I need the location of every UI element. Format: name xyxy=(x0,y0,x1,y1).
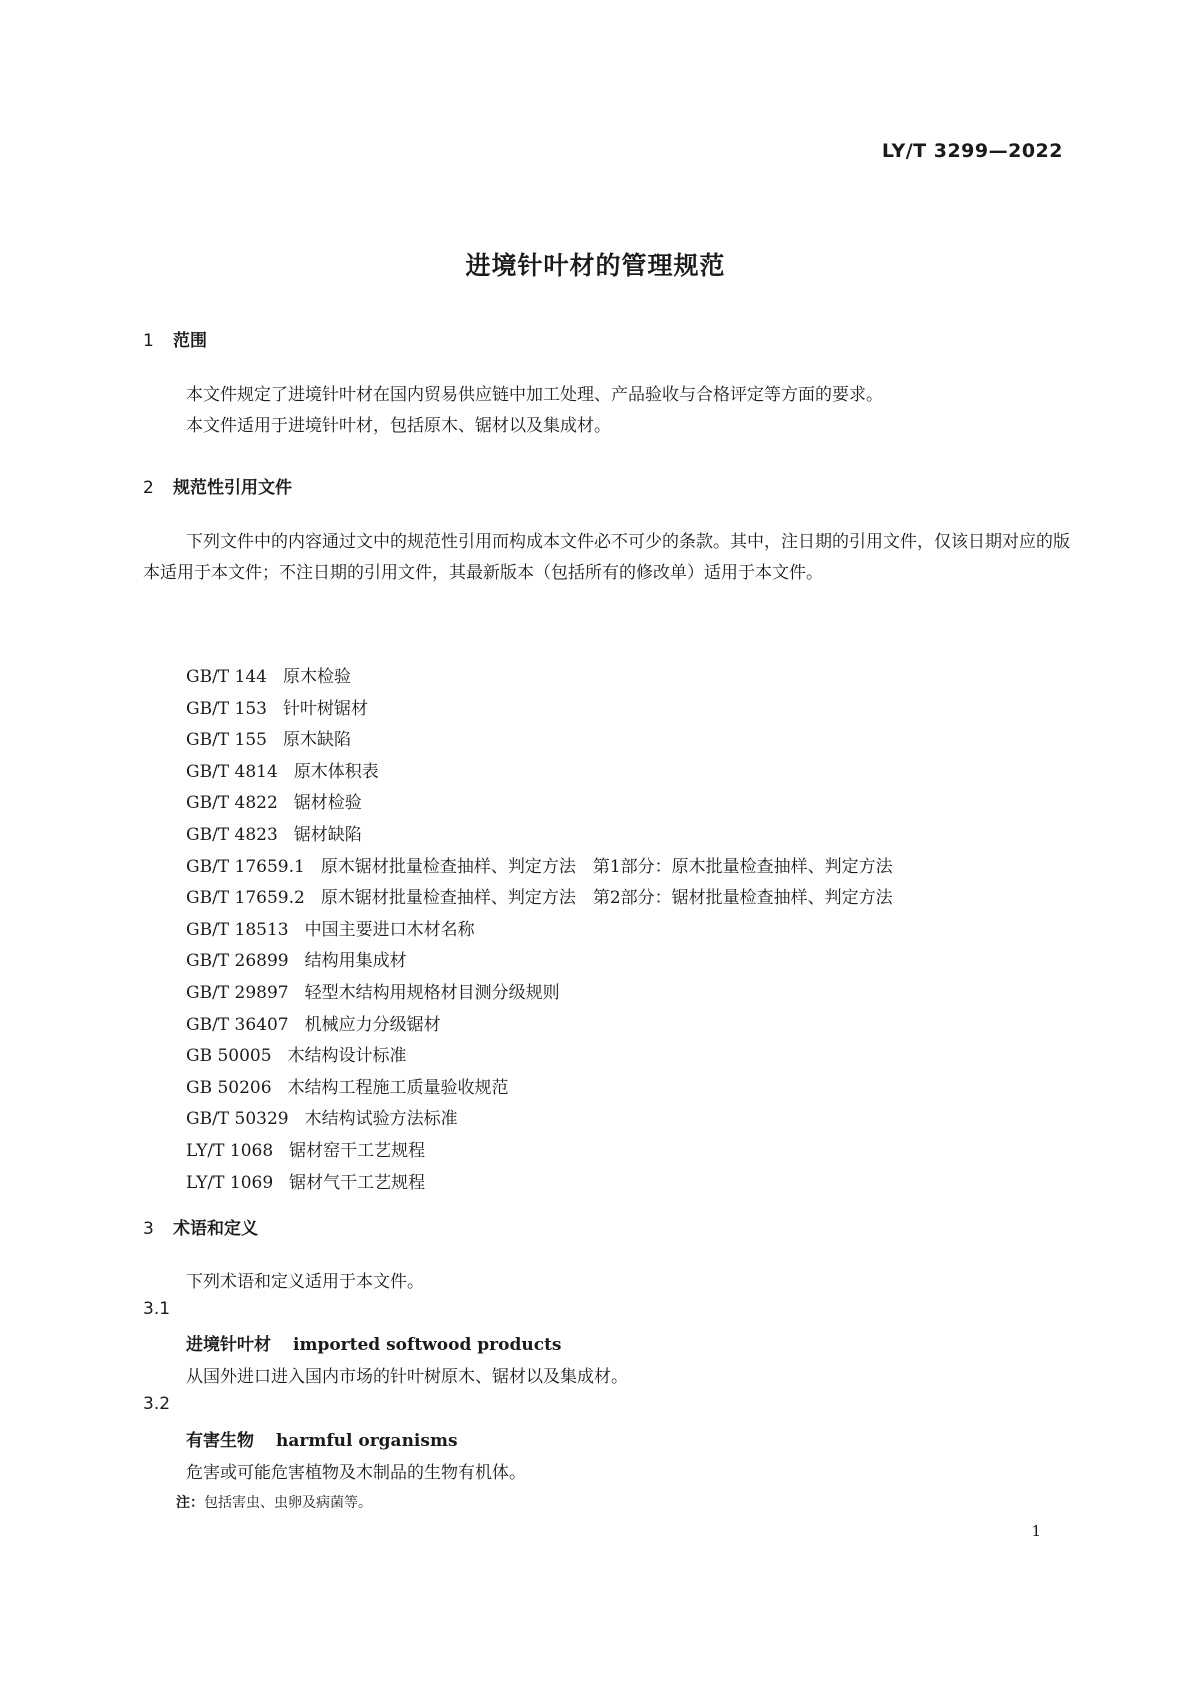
reference-code: GB/T 155 xyxy=(186,730,267,751)
reference-code: GB/T 4823 xyxy=(186,824,278,845)
reference-title: 木结构试验方法标准 xyxy=(304,1109,458,1130)
reference-title: 锯材缺陷 xyxy=(293,824,362,845)
term-note xyxy=(176,1492,372,1512)
reference-title: 原木缺陷 xyxy=(283,730,351,751)
document-title: 进境针叶材的管理规范 xyxy=(465,251,726,280)
term-definition: 从国外进口进入国内市场的针叶树原木、锯材以及集成材。 xyxy=(186,1367,628,1387)
reference-code: GB/T 17659.1 xyxy=(186,856,305,877)
reference-title: 原木检验 xyxy=(283,667,351,687)
list-item xyxy=(186,662,893,694)
term-en: harmful organisms xyxy=(276,1431,458,1451)
reference-code: GB/T 17659.2 xyxy=(186,888,305,909)
reference-title: 针叶树锯材 xyxy=(283,698,368,719)
term-zh: 进境针叶材 xyxy=(186,1335,271,1355)
section-1-paragraph-2: 本文件适用于进境针叶材，包括原木、锯材以及集成材。 xyxy=(186,416,611,436)
term-zh: 有害生物 xyxy=(186,1431,254,1451)
reference-title: 锯材窑干工艺规程 xyxy=(289,1140,426,1161)
term-en: imported softwood products xyxy=(293,1335,562,1355)
list-item xyxy=(186,1168,893,1200)
note-text: 包括害虫、虫卵及病菌等。 xyxy=(204,1495,372,1511)
reference-code: GB/T 50329 xyxy=(186,1109,289,1130)
section-1-heading xyxy=(143,326,207,351)
reference-code: GB/T 29897 xyxy=(186,982,289,1003)
list-item xyxy=(186,725,893,757)
reference-code: LY/T 1069 xyxy=(186,1172,274,1193)
reference-title: 原木锯材批量检查抽样、判定方法 第2部分：锯材批量检查抽样、判定方法 xyxy=(320,888,893,909)
term-heading xyxy=(186,1426,458,1451)
reference-title: 中国主要进口木材名称 xyxy=(304,919,475,940)
term-definition: 危害或可能危害植物及木制品的生物有机体。 xyxy=(186,1463,526,1483)
term-number: 3.1 xyxy=(143,1299,171,1319)
section-3-intro: 下列术语和定义适用于本文件。 xyxy=(186,1272,424,1292)
list-item xyxy=(186,915,893,947)
reference-code: GB 50005 xyxy=(186,1046,272,1067)
note-label: 注： xyxy=(176,1495,204,1511)
reference-code: GB/T 4822 xyxy=(186,793,278,814)
reference-code: GB/T 18513 xyxy=(186,919,289,940)
section-1-paragraph-1: 本文件规定了进境针叶材在国内贸易供应链中加工处理、产品验收与合格评定等方面的要求。 xyxy=(186,385,883,405)
reference-code: GB/T 153 xyxy=(186,698,267,719)
section-title: 术语和定义 xyxy=(173,1219,258,1239)
reference-title: 木结构设计标准 xyxy=(287,1046,407,1067)
list-item xyxy=(186,978,893,1010)
reference-code: GB/T 4814 xyxy=(186,761,278,782)
section-2-intro: 下列文件中的内容通过文中的规范性引用而构成本文件必不可少的条款。其中，注日期的引用文件，仅该日期对应的版本适用于本文件；不注日期的引用文件，其最新版本（包括所有的修改单）适用于本文件。 xyxy=(143,532,1070,583)
list-item xyxy=(186,788,893,820)
list-item xyxy=(186,1104,893,1136)
list-item xyxy=(186,694,893,726)
reference-title: 木结构工程施工质量验收规范 xyxy=(287,1077,509,1098)
list-item xyxy=(186,946,893,978)
reference-title: 结构用集成材 xyxy=(304,951,407,972)
reference-code: GB/T 26899 xyxy=(186,951,289,972)
section-title: 规范性引用文件 xyxy=(173,478,292,498)
list-item xyxy=(186,757,893,789)
list-item xyxy=(186,1041,893,1073)
list-item xyxy=(186,883,893,915)
reference-title: 锯材气干工艺规程 xyxy=(289,1172,426,1193)
reference-code: GB/T 144 xyxy=(186,667,267,687)
reference-title: 原木锯材批量检查抽样、判定方法 第1部分：原木批量检查抽样、判定方法 xyxy=(320,856,893,877)
section-title: 范围 xyxy=(173,331,207,351)
standard-code: LY/T 3299—2022 xyxy=(881,140,1063,162)
reference-code: GB 50206 xyxy=(186,1077,272,1098)
page-number: 1 xyxy=(1031,1522,1041,1540)
section-2-heading xyxy=(143,473,292,498)
section-number: 2 xyxy=(143,478,154,498)
list-item xyxy=(186,1136,893,1168)
section-number: 3 xyxy=(143,1219,154,1239)
list-item xyxy=(186,820,893,852)
reference-list xyxy=(186,662,893,1199)
list-item xyxy=(186,1073,893,1105)
section-number: 1 xyxy=(143,331,154,351)
term-number: 3.2 xyxy=(143,1394,171,1414)
list-item xyxy=(186,852,893,884)
term-heading xyxy=(186,1330,562,1355)
list-item xyxy=(186,1010,893,1042)
reference-title: 轻型木结构用规格材目测分级规则 xyxy=(304,982,560,1003)
reference-code: GB/T 36407 xyxy=(186,1014,289,1035)
reference-title: 机械应力分级锯材 xyxy=(304,1014,441,1035)
reference-code: LY/T 1068 xyxy=(186,1140,274,1161)
section-3-heading xyxy=(143,1214,258,1239)
reference-title: 原木体积表 xyxy=(293,761,379,782)
reference-title: 锯材检验 xyxy=(293,793,362,814)
